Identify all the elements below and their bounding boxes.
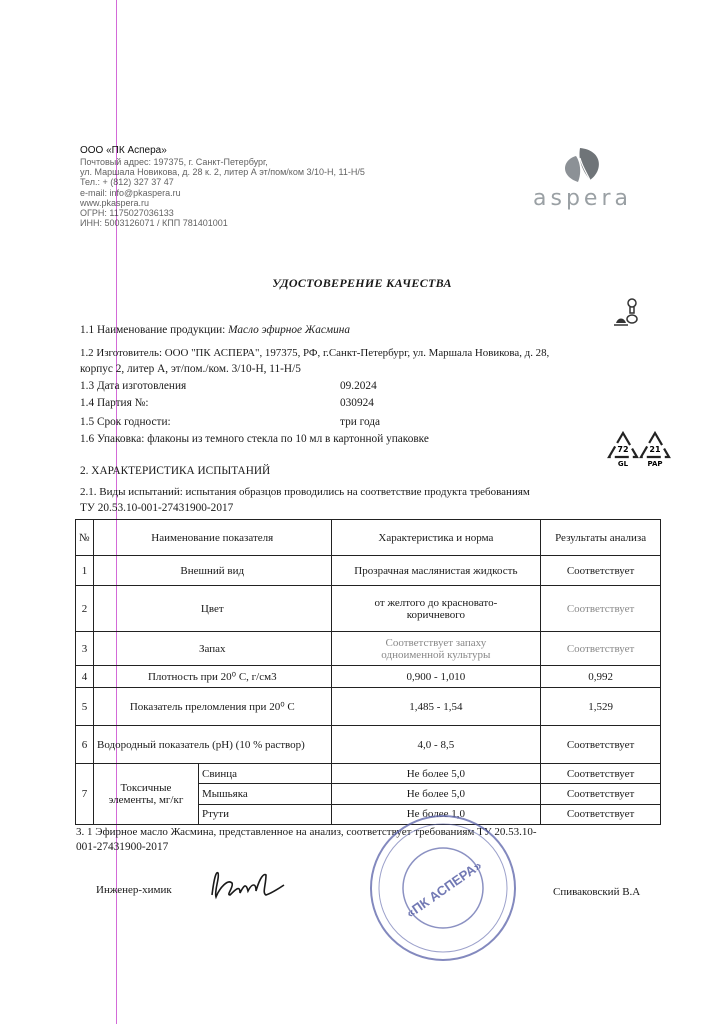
company-header (80, 145, 365, 228)
manufacturer-line: корпус 2, литер А, эт/пом./ком. 3/10-Н, 11-Н/5 (80, 363, 301, 375)
row-result: 0,992 (541, 666, 661, 688)
row-norm: Соответствует запаху одноименной культуры (331, 632, 541, 666)
toxic-element: Ртути (201, 808, 229, 821)
row-result: 1,529 (541, 688, 661, 726)
section2-heading: 2. ХАРАКТЕРИСТИКА ИСПЫТАНИЙ (80, 465, 271, 477)
test-results-table (75, 519, 661, 825)
table-row (76, 688, 661, 726)
packaging: 1.6 Упаковка: флаконы из темного стекла по 10 мл в картонной упаковке (80, 433, 429, 445)
recycle-number: 21 (649, 445, 661, 454)
company-email: e-mail: info@pkaspera.ru (80, 187, 181, 198)
toxic-result: Соответствует (541, 784, 660, 804)
row-result: Соответствует (541, 556, 661, 586)
product-name-row (80, 324, 350, 336)
product-value: Масло эфирное Жасмина (228, 324, 350, 336)
toxic-results (541, 764, 661, 825)
shelf-life-value: три года (340, 416, 381, 428)
bottle-icon (612, 297, 640, 331)
conclusion-line: 001-27431900-2017 (76, 841, 169, 853)
row-result: Соответствует (541, 726, 661, 764)
manufacturer-line: 1.2 Изготовитель: ООО "ПК АСПЕРА", 197375, РФ, г.Санкт-Петербург, ул. Маршала Новикова, д. 28, (80, 347, 550, 359)
row-norm: 1,485 - 1,54 (331, 688, 541, 726)
company-inn: ИНН: 5003126071 / КПП 781401001 (80, 218, 228, 229)
row-name: Цвет (93, 586, 331, 632)
row-result: Соответствует (541, 632, 661, 666)
recycle-code: PAP (647, 460, 663, 468)
recycle-glass-icon (606, 430, 640, 468)
section2-intro: 2.1. Виды испытаний: испытания образцов проводились на соответствие продукта требованиям (80, 486, 530, 498)
product-label: 1.1 Наименование продукции: (80, 324, 226, 336)
logo-text: aspera (533, 186, 632, 211)
shelf-life-label: 1.5 Срок годности: (80, 416, 171, 428)
section2-standard: ТУ 20.53.10-001-27431900-2017 (80, 502, 234, 514)
toxic-result: Соответствует (566, 808, 635, 821)
row-num: 1 (76, 556, 94, 586)
batch-value: 030924 (340, 397, 374, 409)
table-row (76, 556, 661, 586)
table-row (76, 586, 661, 632)
table-header-row (76, 520, 661, 556)
conclusion-line: 3. 1 Эфирное масло Жасмина, представленное на анализ, соответствует требованиям ТУ 20.53.10- (76, 826, 537, 838)
header-num: № (76, 520, 94, 556)
toxic-norm: Не более 5,0 (332, 784, 541, 804)
row-num: 7 (76, 764, 94, 825)
row-name: Водородный показатель (pH) (10 % раствор) (93, 726, 331, 764)
company-website: www.pkaspera.ru (80, 197, 150, 208)
toxic-result: Соответствует (541, 764, 660, 784)
company-ogrn: ОГРН: 1175027036133 (80, 208, 174, 219)
date-label: 1.3 Дата изготовления (80, 380, 187, 392)
row-name: Показатель преломления при 20⁰ С (93, 688, 331, 726)
toxic-cell (93, 764, 331, 825)
table-row (76, 726, 661, 764)
recycle-paper-icon (638, 430, 672, 468)
table-row (76, 632, 661, 666)
recycle-code: GL (617, 460, 629, 468)
row-norm: от желтого до красновато-коричневого (331, 586, 541, 632)
row-num: 2 (76, 586, 94, 632)
company-address-line: Почтовый адрес: 197375, г. Санкт-Петербург, (80, 157, 268, 167)
company-name: ООО «ПК Аспера» (80, 145, 167, 156)
header-result: Результаты анализа (541, 520, 661, 556)
row-norm: Прозрачная маслянистая жидкость (331, 556, 541, 586)
toxic-norm: Не более 5,0 (332, 764, 541, 784)
row-norm: 0,900 - 1,010 (331, 666, 541, 688)
company-phone: Тел.: + (812) 327 37 47 (80, 177, 174, 188)
row-num: 5 (76, 688, 94, 726)
company-address-line: ул. Маршала Новикова, д. 28 к. 2, литер А эт/пом/ком 3/10-Н, 11-Н/5 (80, 167, 365, 178)
row-name: Запах (93, 632, 331, 666)
row-num: 6 (76, 726, 94, 764)
company-stamp-icon (365, 810, 520, 965)
toxic-element: Свинца (199, 764, 331, 784)
row-num: 3 (76, 632, 94, 666)
signatory-position: Инженер-химик (96, 884, 172, 896)
row-norm: 4,0 - 8,5 (331, 726, 541, 764)
date-value: 09.2024 (340, 380, 377, 392)
row-name: Плотность при 20⁰ С, г/см3 (93, 666, 331, 688)
row-name: Внешний вид (93, 556, 331, 586)
batch-label: 1.4 Партия №: (80, 397, 149, 409)
header-name: Наименование показателя (93, 520, 331, 556)
header-norm: Характеристика и норма (331, 520, 541, 556)
toxic-label: Токсичные элементы, мг/кг (94, 764, 199, 824)
row-result: Соответствует (541, 586, 661, 632)
toxic-norm: Не более 1,0 (406, 808, 466, 821)
row-num: 4 (76, 666, 94, 688)
signature-icon (206, 865, 288, 905)
toxic-element: Мышьяка (199, 784, 331, 804)
table-row (76, 666, 661, 688)
signatory-name: Спиваковский В.А (553, 886, 641, 898)
document-title: УДОСТОВЕРЕНИЕ КАЧЕСТВА (272, 276, 452, 290)
recycle-number: 72 (617, 445, 629, 454)
stamp-text: «ПК АСПЕРА» (403, 857, 485, 921)
